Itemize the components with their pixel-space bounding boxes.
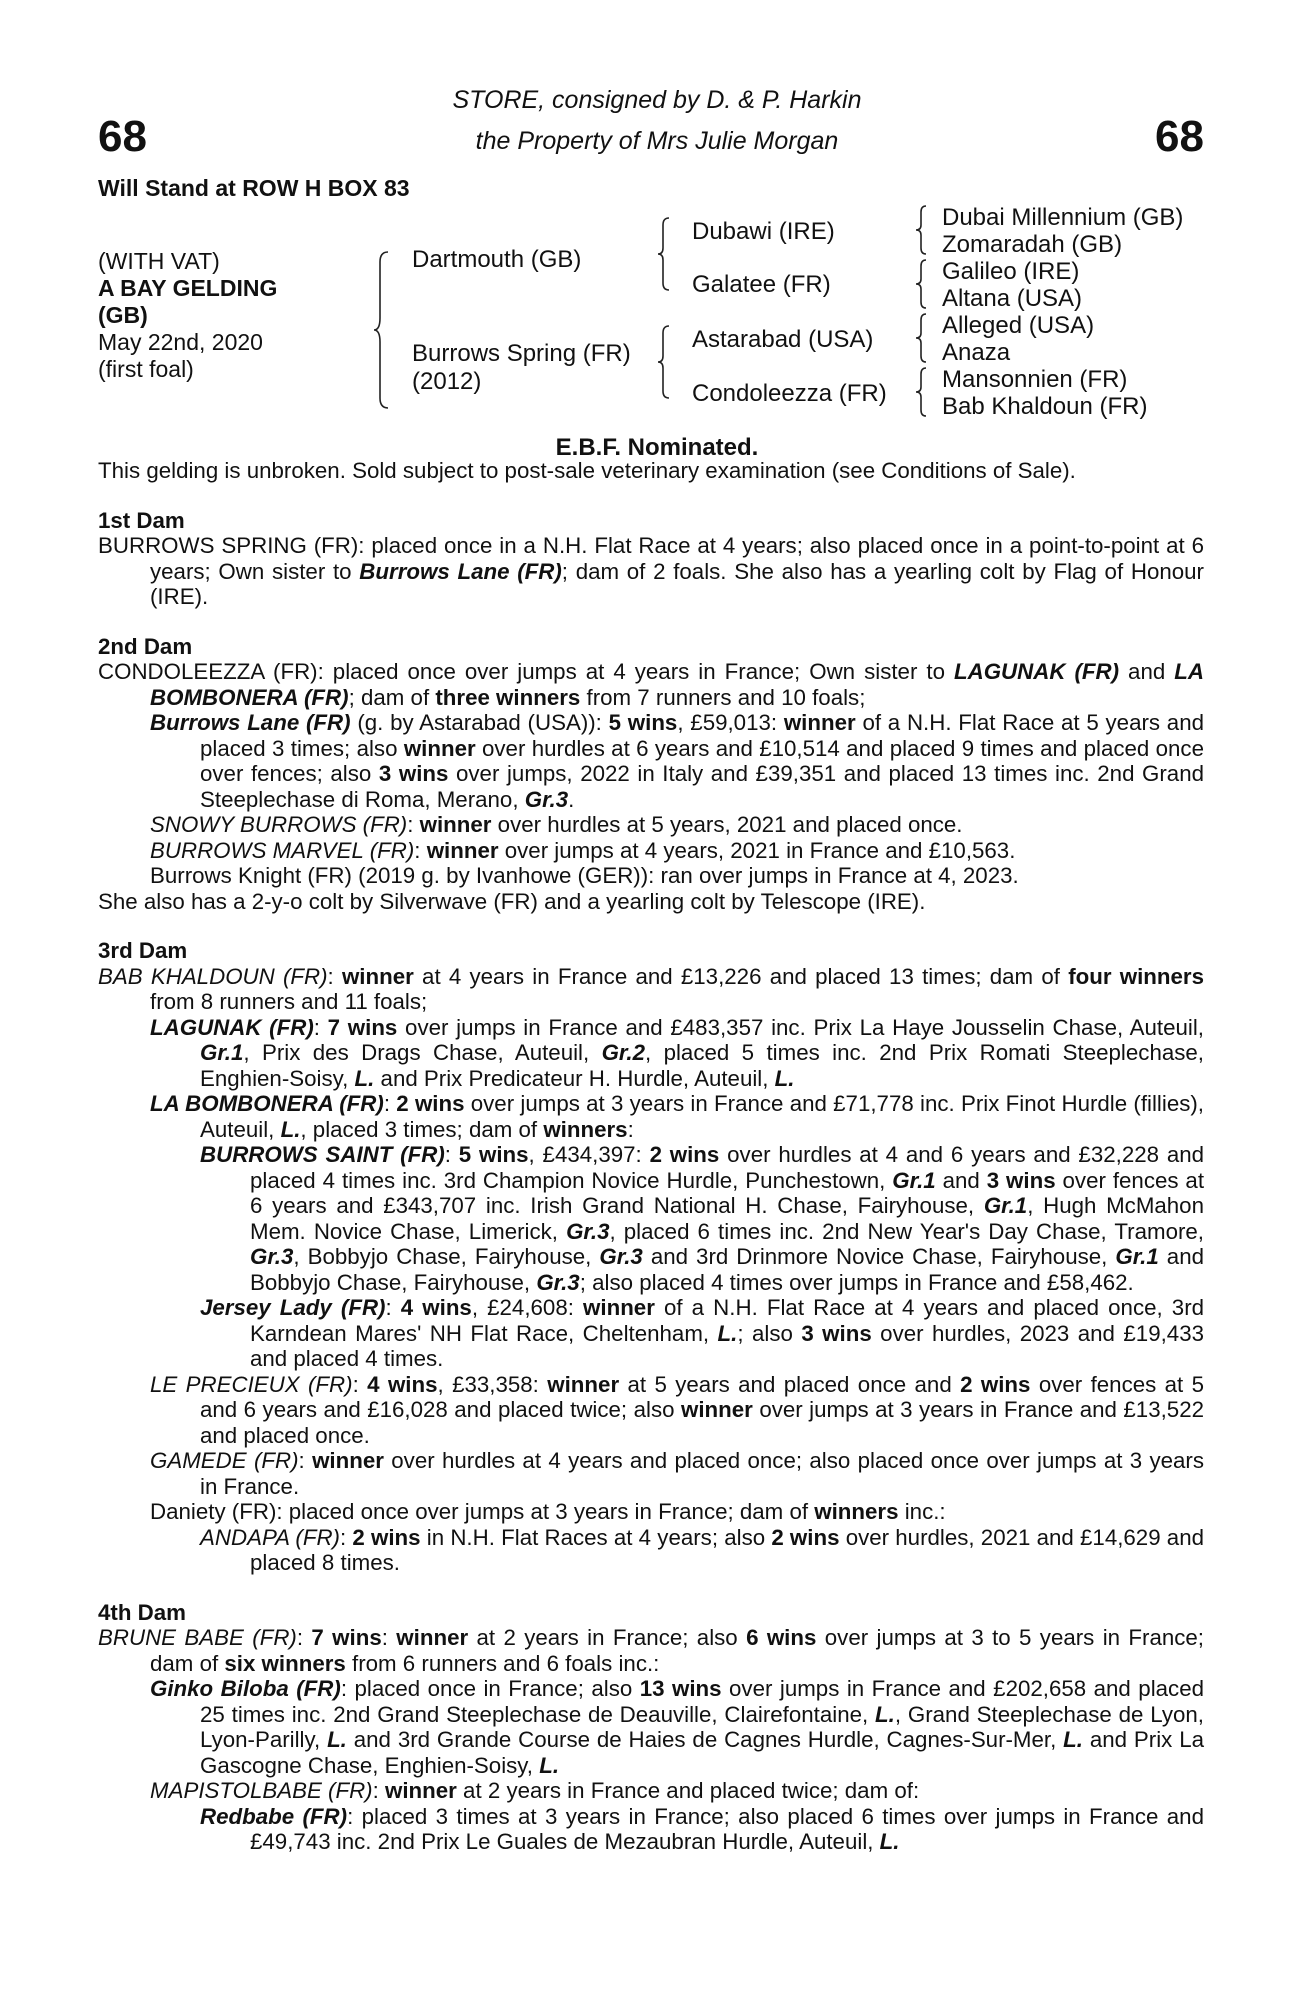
second-dam-entry: CONDOLEEZZA (FR): placed once over jumps at 4 years in France; Own sister to LAGUNAK (FR) and LA BOMBONERA (FR); dam of three winners from 7 runners and 10 foals; xyxy=(98,659,1204,710)
progeny-jersey-lady: Jersey Lady (FR): 4 wins, £24,608: winner of a N.H. Flat Race at 4 years and placed once, 3rd Karndean Mares' NH Flat Race, Cheltenham, L.; also 3 wins over hurdles, 2023 and £19,433 and placed 4 times. xyxy=(200,1295,1205,1371)
pedigree-brace-ss xyxy=(914,204,928,256)
first-dam-entry: BURROWS SPRING (FR): placed once in a N.H. Flat Race at 4 years; also placed once in a point-to-point at 6 years; Own sister to Burrows Lane (FR); dam of 2 foals. She also has a yearling colt by Flag of Honour (IRE). xyxy=(98,533,1204,609)
foaling-date: May 22nd, 2020 xyxy=(98,329,263,355)
pedigree-sire-dam: Galatee (FR) xyxy=(692,271,831,298)
fourth-dam-heading: 4th Dam xyxy=(98,1599,186,1625)
progeny-redbabe: Redbabe (FR): placed 3 times at 3 years in France; also placed 6 times over jumps in France and £49,743 inc. 2nd Prix Le Guales de Mezaubran Hurdle, Auteuil, L. xyxy=(200,1803,1204,1854)
progeny-burrows-saint: BURROWS SAINT (FR): 5 wins, £434,397: 2 wins over hurdles at 4 and 6 years and £32,228 and placed 4 times inc. 3rd Champion Novice Hurdle, Punchestown, Gr.1 and 3 wins over fences at 6 years and £343,707 inc. Irish Grand National H. Chase, Fairyhouse, Gr.1, Hugh McMahon Mem. Novice Chase, Limerick, Gr.3, placed 6 times inc. 2nd New Year's Day Chase, Tramore, Gr.3, Bobbyjo Chase, Fairyhouse, Gr.3 and 3rd Drinmore Novice Chase, Fairyhouse, Gr.1 and Bobbyjo Chase, Fairyhouse, Gr.3; also placed 4 times over jumps in France and £58,462. xyxy=(200,1142,1205,1295)
lot-number-left: 68 xyxy=(98,112,147,161)
pedigree-dam xyxy=(412,340,631,396)
pedigree-sdd: Altana (USA) xyxy=(942,285,1083,312)
pedigree-brace-sire xyxy=(656,216,672,292)
progeny-lagunak: LAGUNAK (FR): 7 wins over jumps in France and £483,357 inc. Prix La Haye Jousselin Chase, Auteuil, Gr.1, Prix des Drags Chase, Auteuil, Gr.2, placed 5 times inc. 2nd Prix Romati Steeplechase, Enghien-Soisy, L. and Prix Predicateur H. Hurdle, Auteuil, L. xyxy=(150,1014,1205,1091)
first-dam-heading: 1st Dam xyxy=(98,507,185,533)
pedigree-brace-dam xyxy=(656,324,672,400)
pedigree-dam-sire: Astarabad (USA) xyxy=(692,326,874,353)
horse-description xyxy=(98,248,277,383)
progeny-ginko-biloba: Ginko Biloba (FR): placed once in France; also 13 wins over jumps in France and £202,658 and placed 25 times inc. 2nd Grand Steeplechase de Deauville, Clairefontaine, L., Grand Steeplechase de Lyon, Lyon-Parilly, L. and 3rd Grande Course de Haies de Cagnes Hurdle, Cagnes-Sur-Mer, L. and Prix La Gascogne Chase, Enghien-Soisy, L. xyxy=(150,1676,1205,1778)
pedigree-dss: Alleged (USA) xyxy=(942,312,1095,339)
pedigree-ddd: Bab Khaldoun (FR) xyxy=(942,393,1148,420)
pedigree-gen3-column xyxy=(942,204,1183,420)
foal-note: (first foal) xyxy=(98,356,194,382)
progeny-daniety: Daniety (FR): placed once over jumps at 3 years in France; dam of winners inc.: xyxy=(150,1499,946,1524)
pedigree-dsd: Anaza xyxy=(942,339,1011,366)
pedigree-brace-main xyxy=(372,250,392,410)
progeny-burrows-knight: Burrows Knight (FR) (2019 g. by Ivanhowe (GER)): ran over jumps in France at 4, 2023. xyxy=(150,863,1019,888)
catalogue-body xyxy=(98,458,1204,1855)
property-line: the Property of Mrs Julie Morgan xyxy=(475,127,839,155)
pedigree-ssd: Zomaradah (GB) xyxy=(942,231,1123,258)
pedigree-sire-sire: Dubawi (IRE) xyxy=(692,218,835,245)
pedigree-brace-dd xyxy=(914,366,928,418)
fourth-dam-entry: BRUNE BABE (FR): 7 wins: winner at 2 years in France; also 6 wins over jumps at 3 to 5 years in France; dam of six winners from 6 runners and 6 foals inc.: xyxy=(98,1625,1205,1676)
intro-paragraph: This gelding is unbroken. Sold subject to post-sale veterinary examination (see Conditions of Sale). xyxy=(98,458,1076,483)
third-dam-heading: 3rd Dam xyxy=(98,938,188,963)
progeny-gamede: GAMEDE (FR): winner over hurdles at 4 years and placed once; also placed once over jumps at 3 years in France. xyxy=(150,1448,1205,1499)
progeny-burrows-marvel: BURROWS MARVEL (FR): winner over jumps at 4 years, 2021 in France and £10,563. xyxy=(150,837,1016,863)
progeny-burrows-lane: Burrows Lane (FR) (g. by Astarabad (USA)): 5 wins, £59,013: winner of a N.H. Flat Race at 5 years and placed 3 times; also winner over hurdles at 6 years and £10,514 and placed 9 times and placed once over fences; also 3 wins over jumps, 2022 in Italy and £39,351 and placed 13 times inc. 2nd Grand Steeplechase di Roma, Merano, Gr.3. xyxy=(150,710,1205,812)
second-dam-also-has: She also has a 2-y-o colt by Silverwave (FR) and a yearling colt by Telescope (IRE). xyxy=(98,888,926,914)
pedigree-dds: Mansonnien (FR) xyxy=(942,366,1128,393)
pedigree-dam-dam: Condoleezza (FR) xyxy=(692,380,887,407)
progeny-snowy-burrows: SNOWY BURROWS (FR): winner over hurdles at 5 years, 2021 and placed once. xyxy=(150,812,963,837)
progeny-le-precieux: LE PRECIEUX (FR): 4 wins, £33,358: winner at 5 years and placed once and 2 wins over fences at 5 and 6 years and £16,028 and placed twice; also winner over jumps at 3 years in France and £13,522 and placed once. xyxy=(150,1371,1205,1448)
second-dam-heading: 2nd Dam xyxy=(98,633,193,659)
pedigree-brace-sd xyxy=(914,258,928,310)
consignor-line: STORE, consigned by D. & P. Harkin xyxy=(452,86,862,114)
horse-sex-colour: A BAY GELDING xyxy=(98,275,278,301)
progeny-andapa: ANDAPA (FR): 2 wins in N.H. Flat Races at 4 years; also 2 wins over hurdles, 2021 and £14,629 and placed 8 times. xyxy=(200,1524,1205,1575)
vat-note: (WITH VAT) xyxy=(98,248,220,274)
pedigree-sire: Dartmouth (GB) xyxy=(412,246,582,273)
lot-number-right: 68 xyxy=(1155,112,1204,161)
horse-country: (GB) xyxy=(98,302,148,328)
pedigree-dam-name: Burrows Spring (FR) xyxy=(412,340,631,367)
progeny-la-bombonera: LA BOMBONERA (FR): 2 wins over jumps at 3 years in France and £71,778 inc. Prix Finot Hurdle (fillies), Auteuil, L., placed 3 times; dam of winners: xyxy=(150,1091,1205,1142)
stand-location: Will Stand at ROW H BOX 83 xyxy=(98,175,410,201)
pedigree-brace-ds xyxy=(914,312,928,364)
pedigree-sds: Galileo (IRE) xyxy=(942,258,1080,285)
third-dam-entry: BAB KHALDOUN (FR): winner at 4 years in France and £13,226 and placed 13 times; dam of four winners from 8 runners and 11 foals; xyxy=(98,963,1205,1014)
pedigree-dam-year: (2012) xyxy=(412,368,482,395)
ebf-nominated: E.B.F. Nominated. xyxy=(555,434,759,461)
pedigree-sss: Dubai Millennium (GB) xyxy=(942,204,1184,231)
progeny-mapistolbabe: MAPISTOLBABE (FR): winner at 2 years in France and placed twice; dam of: xyxy=(150,1778,920,1803)
